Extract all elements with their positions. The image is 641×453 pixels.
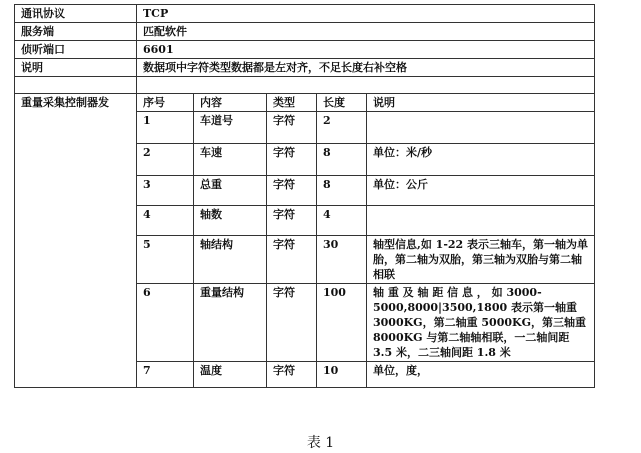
section-label: 重量采集控制器发: [15, 94, 137, 388]
cell-desc: 轴 重 及 轴 距 信 息 ， 如 3000-5000,8000|3500,1800 表示第一轴重 3000KG，第二轴重 5000KG，第三轴重 8000KG 与第二轴轴相联，一二轴间距 3.5 米，二三轴间距 1.8 米: [367, 284, 595, 362]
config-row-port: [15, 41, 595, 59]
cell-type: 字符: [267, 112, 317, 144]
config-value: 匹配软件: [137, 23, 595, 41]
cell-no: 1: [137, 112, 194, 144]
config-value: 6601: [137, 41, 595, 59]
config-value: 数据项中字符类型数据都是左对齐，不足长度右补空格: [137, 59, 595, 77]
cell-content: 轴数: [194, 206, 267, 236]
cell-type: 字符: [267, 362, 317, 388]
cell-length: 8: [317, 144, 367, 176]
cell-content: 车速: [194, 144, 267, 176]
config-key: 侦听端口: [15, 41, 137, 59]
cell-content: 车道号: [194, 112, 267, 144]
cell-type: 字符: [267, 176, 317, 206]
table-spacer: [15, 77, 595, 94]
field-header-row: [15, 94, 595, 112]
cell-content: 总重: [194, 176, 267, 206]
cell-length: 4: [317, 206, 367, 236]
header-cell-desc: 说明: [367, 94, 595, 112]
cell-length: 30: [317, 236, 367, 284]
cell-content: 轴结构: [194, 236, 267, 284]
cell-no: 7: [137, 362, 194, 388]
cell-length: 8: [317, 176, 367, 206]
cell-desc: [367, 206, 595, 236]
cell-desc: 单位：米/秒: [367, 144, 595, 176]
cell-content: 温度: [194, 362, 267, 388]
cell-length: 10: [317, 362, 367, 388]
cell-content: 重量结构: [194, 284, 267, 362]
config-value: TCP: [137, 5, 595, 23]
header-cell-no: 序号: [137, 94, 194, 112]
cell-type: 字符: [267, 144, 317, 176]
cell-no: 5: [137, 236, 194, 284]
cell-no: 4: [137, 206, 194, 236]
config-row-note: [15, 59, 595, 77]
cell-desc: 轴型信息,如 1-22 表示三轴车，第一轴为单胎，第二轴为双胎，第三轴为双胎与第二轴相联: [367, 236, 595, 284]
cell-desc: [367, 112, 595, 144]
table-caption: 表 1: [306, 435, 335, 451]
config-key: 服务端: [15, 23, 137, 41]
cell-desc: 单位，度，: [367, 362, 595, 388]
config-key: 说明: [15, 59, 137, 77]
config-row-protocol: [15, 5, 595, 23]
config-row-server: [15, 23, 595, 41]
header-cell-length: 长度: [317, 94, 367, 112]
cell-type: 字符: [267, 284, 317, 362]
config-key: 通讯协议: [15, 5, 137, 23]
cell-type: 字符: [267, 206, 317, 236]
cell-desc: 单位：公斤: [367, 176, 595, 206]
header-cell-type: 类型: [267, 94, 317, 112]
cell-length: 2: [317, 112, 367, 144]
cell-length: 100: [317, 284, 367, 362]
header-cell-content: 内容: [194, 94, 267, 112]
cell-no: 6: [137, 284, 194, 362]
protocol-document: [14, 4, 594, 388]
cell-no: 2: [137, 144, 194, 176]
cell-no: 3: [137, 176, 194, 206]
cell-type: 字符: [267, 236, 317, 284]
protocol-table: [14, 4, 595, 388]
